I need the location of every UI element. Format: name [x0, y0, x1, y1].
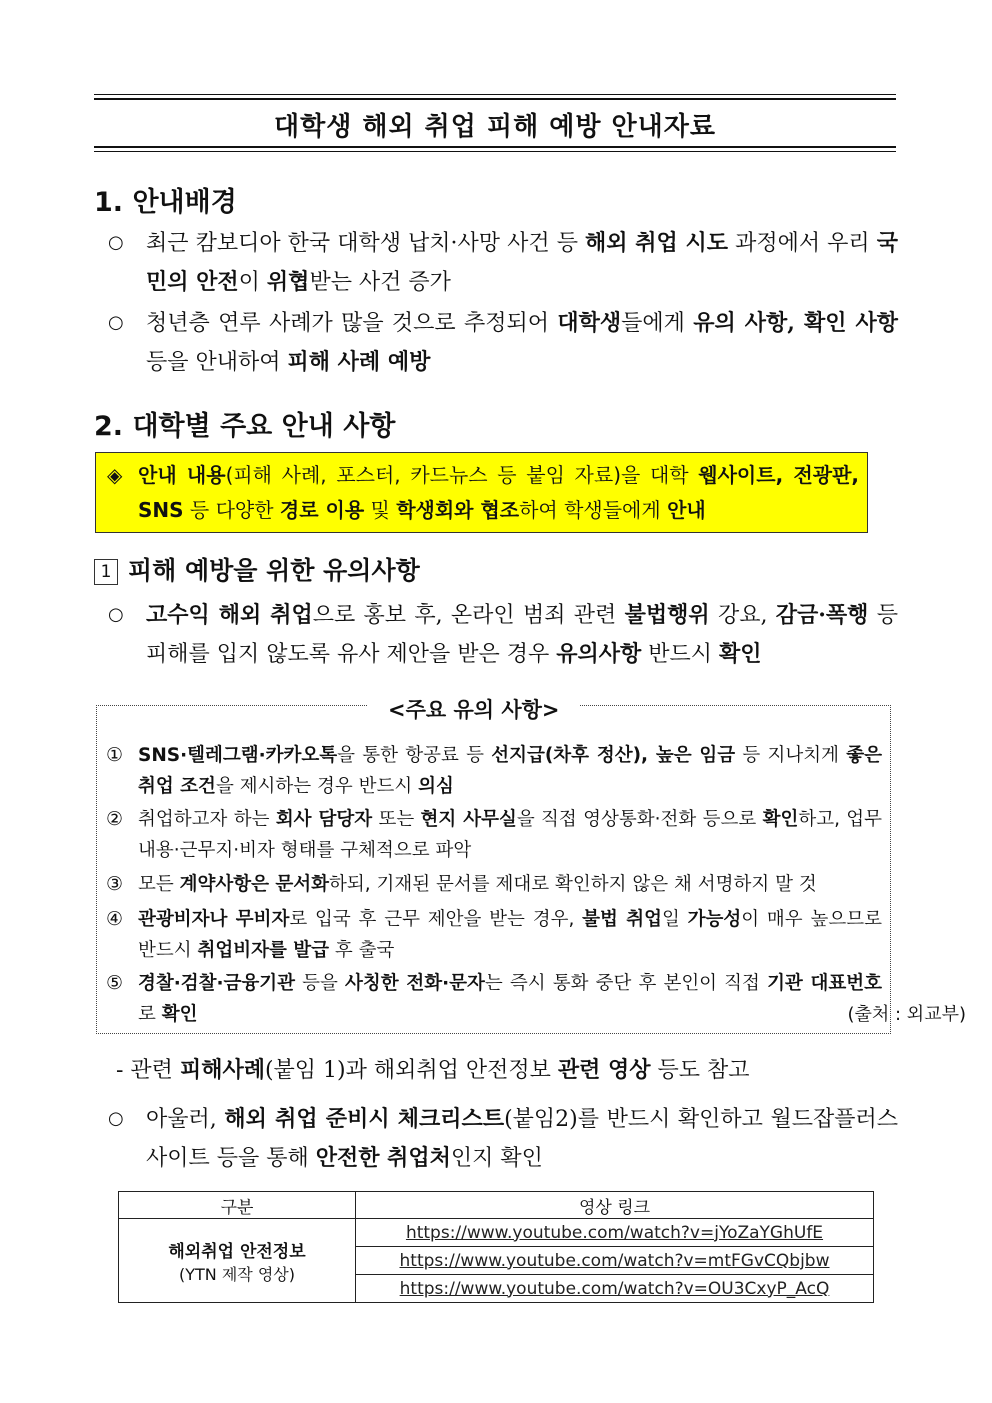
section-1-heading: 1. 안내배경	[94, 187, 237, 218]
source-note: (출처 : 외교부)	[847, 1004, 966, 1025]
video-link-1[interactable]: https://www.youtube.com/watch?v=jYoZaYGhUfE	[405, 1222, 824, 1243]
category-cell: 해외취업 안전정보 (YTN 제작 영상)	[119, 1219, 356, 1303]
caution-item-4: ④ 관광비자나 무비자로 입국 후 근무 제안을 받는 경우, 불법 취업일 가능성이 매우 높으므로 반드시 취업비자를 발급 후 출국	[106, 908, 882, 961]
part-1-bullet-2: ○ 아울러, 해외 취업 준비시 체크리스트(붙임2)를 반드시 확인하고 월드잡플러스 사이트 등을 통해 안전한 취업처인지 확인	[108, 1100, 898, 1178]
notice-box	[95, 452, 868, 533]
bullet-marker: ○	[108, 312, 124, 333]
section-2-heading: 2. 대학별 주요 안내 사항	[94, 411, 396, 442]
table-row	[119, 1219, 874, 1247]
page-title: 대학생 해외 취업 피해 예방 안내자료	[274, 112, 716, 142]
video-link-3[interactable]: https://www.youtube.com/watch?v=OU3CxyP_AcQ	[399, 1278, 830, 1299]
bullet-marker: ○	[108, 604, 124, 625]
header-category: 구분	[119, 1192, 356, 1219]
part-number-box: 1	[94, 559, 118, 585]
video-link-2[interactable]: https://www.youtube.com/watch?v=mtFGvCQbjbw	[399, 1250, 830, 1271]
caution-item-2: ② 취업하고자 하는 회사 담당자 또는 현지 사무실을 직접 영상통화·전화 등으로 확인하고, 업무 내용·근무지·비자 형태를 구체적으로 파악	[106, 808, 883, 861]
caution-item-5: ⑤ 경찰·검찰·금융기관 등을 사칭한 전화·문자는 즉시 통화 중단 후 본인이 직접 기관 대표번호로 확인	[106, 972, 882, 1025]
caution-item-1: ① SNS·텔레그램·카카오톡을 통한 항공료 등 선지급(차후 정산), 높은 임금 등 지나치게 좋은 취업 조건을 제시하는 경우 반드시 의심	[106, 744, 883, 797]
section-1-bullet-2: ○ 청년층 연루 사례가 많을 것으로 추정되어 대학생들에게 유의 사항, 확인 사항 등을 안내하여 피해 사례 예방	[108, 304, 898, 382]
part-1-heading: 1 피해 예방을 위한 유의사항	[94, 551, 420, 587]
video-links-table	[118, 1191, 874, 1303]
title-box	[94, 94, 896, 152]
caution-item-3: ③ 모든 계약사항은 문서화하되, 기재된 문서를 제대로 확인하지 않은 채 서명하지 말 것	[106, 873, 817, 895]
bullet-marker: ○	[108, 232, 124, 253]
reference-note: - 관련 피해사례(붙임 1)과 해외취업 안전정보 관련 영상 등도 참고	[116, 1057, 750, 1083]
header-links: 영상 링크	[356, 1192, 874, 1219]
part-1-bullet-1: ○ 고수익 해외 취업으로 홍보 후, 온라인 범죄 관련 불법행위 강요, 감금·폭행 등 피해를 입지 않도록 유사 제안을 받은 경우 유의사항 반드시 확인	[108, 596, 898, 674]
notice-text: 안내 내용(피해 사례, 포스터, 카드뉴스 등 붙임 자료)을 대학 웹사이트, 전광판, SNS 등 다양한 경로 이용 및 학생회와 협조하여 학생들에게 안내	[138, 463, 860, 522]
bullet-marker: ○	[108, 1108, 124, 1129]
table-header-row	[119, 1192, 874, 1219]
diamond-icon: ◈	[107, 463, 123, 487]
cautions-title: <주요 유의 사항>	[368, 694, 580, 724]
section-1-bullet-1: ○ 최근 캄보디아 한국 대학생 납치·사망 사건 등 해외 취업 시도 과정에서 우리 국민의 안전이 위협받는 사건 증가	[108, 224, 898, 302]
